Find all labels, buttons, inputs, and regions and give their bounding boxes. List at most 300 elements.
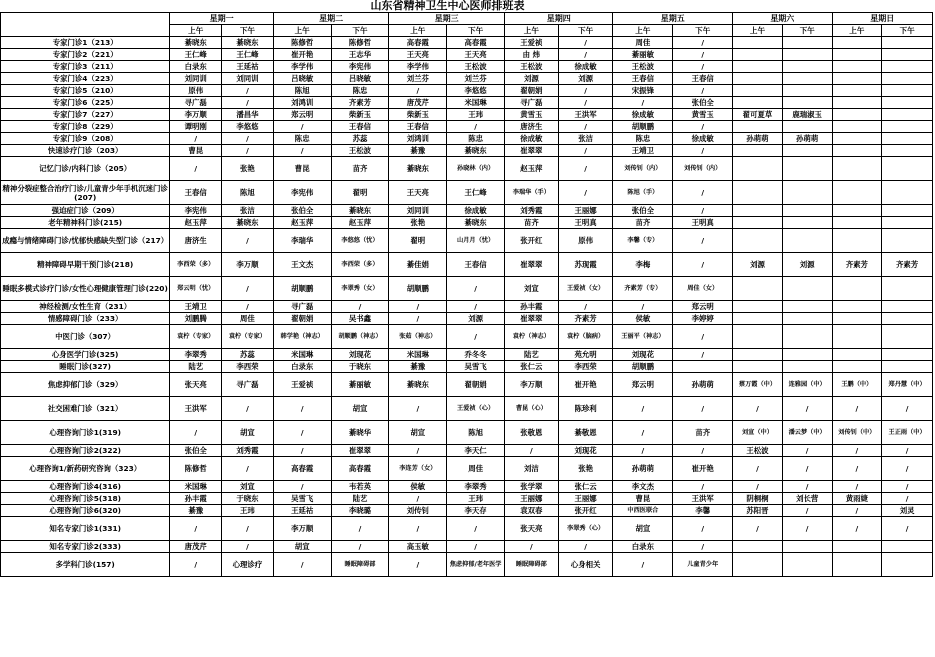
- schedule-cell: 张开红: [504, 229, 558, 253]
- schedule-cell: 郑丹慧（中）: [882, 373, 933, 397]
- schedule-cell: 徐成敏: [504, 133, 558, 145]
- table-row: [1, 277, 933, 301]
- schedule-cell: 王爱祯（心）: [447, 397, 505, 421]
- schedule-cell: /: [389, 301, 447, 313]
- schedule-cell: 郑云明: [673, 301, 733, 313]
- half-day-header: 下午: [331, 25, 389, 37]
- schedule-cell: 齐素芳: [832, 253, 882, 277]
- schedule-cell: 胡顺鹏: [273, 277, 331, 301]
- day-header: 星期日: [832, 13, 933, 25]
- schedule-cell: 齐素芳: [882, 253, 933, 277]
- schedule-cell: [782, 313, 832, 325]
- clinic-name: 快速诊疗门诊（203）: [1, 145, 170, 157]
- table-row: [1, 541, 933, 553]
- schedule-cell: /: [673, 61, 733, 73]
- schedule-cell: 王明真: [558, 217, 613, 229]
- schedule-cell: 张敬恩: [504, 421, 558, 445]
- schedule-cell: /: [389, 313, 447, 325]
- schedule-cell: 赵玉萍: [170, 217, 222, 229]
- clinic-name: 睡眠多模式诊疗门诊/女性心理健康管理门诊(220): [1, 277, 170, 301]
- schedule-cell: 苏阳晋: [733, 505, 783, 517]
- schedule-cell: 张伯全: [613, 205, 673, 217]
- schedule-cell: /: [170, 517, 222, 541]
- schedule-cell: 刘宣（中）: [733, 421, 783, 445]
- schedule-cell: [782, 205, 832, 217]
- schedule-cell: 陆艺: [504, 349, 558, 361]
- schedule-cell: 李瑞华（手）: [504, 181, 558, 205]
- schedule-cell: 吴雪飞: [447, 361, 505, 373]
- schedule-cell: /: [558, 541, 613, 553]
- schedule-cell: 齐素芳: [558, 313, 613, 325]
- half-day-header: 上午: [733, 25, 783, 37]
- schedule-cell: 徐成敏: [673, 133, 733, 145]
- table-row: [1, 397, 933, 421]
- schedule-cell: 綦豫: [389, 361, 447, 373]
- day-header: 星期二: [273, 13, 389, 25]
- schedule-cell: [882, 301, 933, 313]
- schedule-cell: 郑云明: [613, 373, 673, 397]
- schedule-cell: 高春霞: [331, 457, 389, 481]
- schedule-cell: 綦晓东: [222, 217, 274, 229]
- schedule-cell: [882, 97, 933, 109]
- schedule-cell: [782, 181, 832, 205]
- schedule-cell: 王仁峰: [170, 49, 222, 61]
- schedule-cell: 綦晓东: [389, 373, 447, 397]
- schedule-cell: [882, 541, 933, 553]
- table-row: [1, 121, 933, 133]
- schedule-cell: 翟明: [389, 229, 447, 253]
- table-row: [1, 481, 933, 493]
- schedule-cell: 潘昌华: [222, 109, 274, 121]
- schedule-cell: /: [733, 481, 783, 493]
- schedule-cell: 李宪伟: [170, 205, 222, 217]
- schedule-cell: 陈修哲: [331, 37, 389, 49]
- schedule-cell: 陈珍利: [558, 397, 613, 421]
- schedule-cell: 綦晓东: [389, 157, 447, 181]
- schedule-cell: [733, 349, 783, 361]
- schedule-cell: 苗齐: [331, 157, 389, 181]
- schedule-cell: 王天亮: [447, 49, 505, 61]
- schedule-cell: 赵玉萍: [504, 157, 558, 181]
- schedule-cell: /: [613, 301, 673, 313]
- schedule-cell: 儿童青少年: [673, 553, 733, 577]
- schedule-cell: 翟可夏草: [733, 109, 783, 121]
- schedule-cell: 谭明刚: [170, 121, 222, 133]
- schedule-cell: 胡顺鹏（神志）: [331, 325, 389, 349]
- table-row: [1, 49, 933, 61]
- clinic-name: 心理咨询门诊2(322): [1, 445, 170, 457]
- table-row: [1, 505, 933, 517]
- schedule-cell: 王松波: [613, 61, 673, 73]
- schedule-cell: 刘长营: [782, 493, 832, 505]
- schedule-cell: /: [782, 481, 832, 493]
- table-row: [1, 181, 933, 205]
- schedule-cell: 王松波: [504, 61, 558, 73]
- clinic-name: 心理咨询门诊4(316): [1, 481, 170, 493]
- schedule-cell: 綦丽敏: [613, 49, 673, 61]
- schedule-cell: [782, 301, 832, 313]
- schedule-cell: 王鹏（中）: [832, 373, 882, 397]
- half-day-header: 上午: [832, 25, 882, 37]
- schedule-cell: [782, 349, 832, 361]
- schedule-cell: 王仁峰: [447, 181, 505, 205]
- clinic-name: 强迫症门诊（209）: [1, 205, 170, 217]
- schedule-cell: 王丽平（神志）: [613, 325, 673, 349]
- schedule-cell: 张伯全: [170, 445, 222, 457]
- schedule-cell: /: [331, 541, 389, 553]
- schedule-cell: 崔翠翠: [504, 253, 558, 277]
- schedule-cell: /: [832, 445, 882, 457]
- schedule-cell: 崔开艳: [273, 49, 331, 61]
- schedule-cell: 白录东: [613, 541, 673, 553]
- schedule-cell: /: [273, 481, 331, 493]
- half-day-header: 上午: [613, 25, 673, 37]
- schedule-cell: 李文杰: [613, 481, 673, 493]
- schedule-cell: /: [273, 121, 331, 133]
- schedule-cell: 曹昆: [613, 493, 673, 505]
- schedule-cell: /: [882, 445, 933, 457]
- schedule-cell: 鹿瑞淑玉: [782, 109, 832, 121]
- schedule-cell: 刘同训: [389, 205, 447, 217]
- schedule-cell: 王靖卫: [613, 145, 673, 157]
- schedule-cell: /: [673, 205, 733, 217]
- schedule-cell: [733, 61, 783, 73]
- schedule-cell: [882, 85, 933, 97]
- schedule-cell: 柴新玉: [331, 109, 389, 121]
- schedule-cell: 李宪伟: [331, 61, 389, 73]
- schedule-cell: 李馨: [673, 505, 733, 517]
- schedule-cell: 王洪军: [558, 109, 613, 121]
- schedule-cell: 郑云明（忧）: [170, 277, 222, 301]
- schedule-cell: 吕晓敏: [273, 73, 331, 85]
- schedule-cell: [832, 157, 882, 181]
- schedule-cell: 黄雨婕: [832, 493, 882, 505]
- table-row: [1, 553, 933, 577]
- schedule-cell: [882, 49, 933, 61]
- table-row: [1, 145, 933, 157]
- schedule-cell: 曹昆: [273, 157, 331, 181]
- schedule-cell: [832, 541, 882, 553]
- schedule-cell: 胡宣: [331, 397, 389, 421]
- schedule-cell: [782, 49, 832, 61]
- schedule-cell: 苑允明: [558, 349, 613, 361]
- table-row: [1, 421, 933, 445]
- schedule-cell: 王春信: [389, 121, 447, 133]
- schedule-cell: [832, 277, 882, 301]
- schedule-cell: [832, 97, 882, 109]
- clinic-name: 睡眠门诊(327): [1, 361, 170, 373]
- schedule-cell: [733, 217, 783, 229]
- schedule-cell: /: [447, 277, 505, 301]
- schedule-cell: 张茹（神志）: [389, 325, 447, 349]
- schedule-cell: /: [673, 541, 733, 553]
- schedule-cell: 李宪伟: [273, 181, 331, 205]
- schedule-cell: 王明真: [673, 217, 733, 229]
- schedule-cell: /: [882, 457, 933, 481]
- schedule-cell: 陆艺: [331, 493, 389, 505]
- schedule-cell: [782, 73, 832, 85]
- schedule-cell: /: [222, 457, 274, 481]
- schedule-cell: 陈旭: [447, 421, 505, 445]
- clinic-name: 老年精神科门诊(215): [1, 217, 170, 229]
- schedule-cell: 陆艺: [170, 361, 222, 373]
- schedule-cell: 王丽娜: [558, 205, 613, 217]
- schedule-cell: /: [782, 397, 832, 421]
- schedule-cell: /: [331, 301, 389, 313]
- schedule-cell: 李翠秀: [170, 349, 222, 361]
- schedule-cell: [733, 205, 783, 217]
- schedule-cell: 李梅: [613, 253, 673, 277]
- table-row: [1, 229, 933, 253]
- schedule-cell: [832, 181, 882, 205]
- schedule-cell: /: [673, 325, 733, 349]
- clinic-name: 知名专家门诊1(331): [1, 517, 170, 541]
- schedule-cell: /: [170, 421, 222, 445]
- schedule-cell: [882, 361, 933, 373]
- schedule-cell: 王玮: [447, 109, 505, 121]
- schedule-cell: /: [673, 253, 733, 277]
- schedule-cell: /: [222, 229, 274, 253]
- schedule-cell: 米国琳: [389, 349, 447, 361]
- schedule-cell: 綦晓东: [222, 37, 274, 49]
- schedule-cell: 唐茂芹: [170, 541, 222, 553]
- schedule-cell: /: [558, 37, 613, 49]
- schedule-cell: /: [882, 517, 933, 541]
- day-header-row: [1, 13, 933, 25]
- schedule-cell: /: [170, 133, 222, 145]
- schedule-cell: /: [613, 397, 673, 421]
- schedule-cell: 李西荣（多）: [331, 253, 389, 277]
- schedule-cell: 王松波: [331, 145, 389, 157]
- schedule-cell: 王洪军: [673, 493, 733, 505]
- schedule-cell: /: [558, 301, 613, 313]
- schedule-cell: 李万顺: [222, 253, 274, 277]
- schedule-cell: 刘兰芬: [447, 73, 505, 85]
- schedule-cell: /: [558, 121, 613, 133]
- schedule-cell: [882, 37, 933, 49]
- schedule-cell: 焦虑抑郁/老年医学: [447, 553, 505, 577]
- schedule-cell: [733, 301, 783, 313]
- schedule-cell: 袁柠（神志）: [504, 325, 558, 349]
- clinic-name: 社交困难门诊（321）: [1, 397, 170, 421]
- schedule-cell: [832, 229, 882, 253]
- schedule-cell: /: [273, 553, 331, 577]
- schedule-cell: 王春信: [331, 121, 389, 133]
- schedule-cell: 张开红: [558, 505, 613, 517]
- schedule-cell: /: [331, 517, 389, 541]
- clinic-name: 记忆门诊/内科门诊（205）: [1, 157, 170, 181]
- schedule-cell: 韦若英: [331, 481, 389, 493]
- schedule-cell: 张洁: [222, 205, 274, 217]
- schedule-cell: [832, 205, 882, 217]
- schedule-cell: /: [222, 133, 274, 145]
- schedule-cell: 胡宣: [389, 421, 447, 445]
- schedule-cell: 刘源: [504, 73, 558, 85]
- schedule-cell: 赵玉萍: [273, 217, 331, 229]
- schedule-cell: /: [613, 553, 673, 577]
- schedule-cell: /: [447, 301, 505, 313]
- schedule-cell: /: [558, 85, 613, 97]
- schedule-cell: 李悠悠: [222, 121, 274, 133]
- schedule-cell: /: [733, 457, 783, 481]
- schedule-cell: /: [389, 85, 447, 97]
- schedule-cell: [882, 73, 933, 85]
- schedule-cell: 袁柠（专家）: [170, 325, 222, 349]
- schedule-cell: 周佳: [613, 37, 673, 49]
- schedule-cell: 崔翠翠: [504, 313, 558, 325]
- schedule-cell: [733, 145, 783, 157]
- schedule-cell: 陈忠: [331, 85, 389, 97]
- schedule-cell: 黄雪玉: [673, 109, 733, 121]
- schedule-cell: [832, 325, 882, 349]
- schedule-cell: 綦敬恩: [558, 421, 613, 445]
- schedule-cell: 苗齐: [613, 217, 673, 229]
- schedule-cell: 刘源: [782, 253, 832, 277]
- schedule-cell: 王春信: [673, 73, 733, 85]
- table-row: [1, 133, 933, 145]
- schedule-cell: /: [504, 541, 558, 553]
- schedule-cell: 张伯全: [673, 97, 733, 109]
- schedule-cell: 崔开艳: [673, 457, 733, 481]
- schedule-cell: 胡宣: [273, 541, 331, 553]
- schedule-cell: 綦豫: [389, 145, 447, 157]
- schedule-cell: [733, 361, 783, 373]
- schedule-cell: 吴雪飞: [273, 493, 331, 505]
- schedule-cell: 寻广磊: [222, 373, 274, 397]
- schedule-cell: 张艳: [222, 157, 274, 181]
- schedule-cell: [782, 541, 832, 553]
- schedule-cell: 陈忠: [273, 133, 331, 145]
- schedule-cell: 王玮: [447, 493, 505, 505]
- schedule-cell: 米国琳: [447, 97, 505, 109]
- clinic-name: 心理咨询门诊6(320): [1, 505, 170, 517]
- schedule-cell: 崔翠翠: [331, 445, 389, 457]
- schedule-cell: [882, 157, 933, 181]
- schedule-cell: 张艳: [558, 457, 613, 481]
- schedule-cell: /: [882, 493, 933, 505]
- schedule-cell: /: [832, 481, 882, 493]
- schedule-cell: [882, 313, 933, 325]
- schedule-cell: 苏现霞: [558, 253, 613, 277]
- schedule-cell: 王丽娜: [504, 493, 558, 505]
- schedule-cell: 王文杰: [273, 253, 331, 277]
- clinic-name: 专家门诊3（211）: [1, 61, 170, 73]
- table-row: [1, 361, 933, 373]
- schedule-cell: [782, 61, 832, 73]
- schedule-cell: [733, 313, 783, 325]
- schedule-cell: 刘现花: [331, 349, 389, 361]
- schedule-cell: 连雅园（中）: [782, 373, 832, 397]
- schedule-cell: 翟朝娟: [447, 373, 505, 397]
- schedule-cell: 周佳: [222, 313, 274, 325]
- schedule-cell: 心身相关: [558, 553, 613, 577]
- schedule-cell: [782, 85, 832, 97]
- schedule-cell: [733, 229, 783, 253]
- table-row: [1, 97, 933, 109]
- schedule-cell: 山月月（忧）: [447, 229, 505, 253]
- schedule-cell: [782, 217, 832, 229]
- schedule-cell: 王靖卫: [170, 301, 222, 313]
- schedule-cell: 刘宣: [504, 277, 558, 301]
- schedule-cell: /: [273, 145, 331, 157]
- schedule-cell: 寻广磊: [170, 97, 222, 109]
- schedule-cell: 綦晓华: [331, 421, 389, 445]
- schedule-cell: 侯敏: [389, 481, 447, 493]
- schedule-cell: [832, 553, 882, 577]
- schedule-cell: [832, 85, 882, 97]
- schedule-cell: 李晓璐: [331, 505, 389, 517]
- table-row: [1, 205, 933, 217]
- schedule-cell: 王玮: [222, 505, 274, 517]
- schedule-cell: /: [222, 541, 274, 553]
- schedule-cell: 心理诊疗: [222, 553, 274, 577]
- schedule-cell: 李西荣: [222, 361, 274, 373]
- schedule-cell: 孙萌萌: [733, 133, 783, 145]
- schedule-cell: 曹昆: [170, 145, 222, 157]
- schedule-cell: 原伟: [558, 229, 613, 253]
- table-row: [1, 493, 933, 505]
- schedule-cell: 张学翠: [504, 481, 558, 493]
- schedule-cell: 李瑞华: [273, 229, 331, 253]
- schedule-cell: 徐成敏: [558, 61, 613, 73]
- clinic-name: 专家门诊7（227）: [1, 109, 170, 121]
- schedule-cell: 阴桐桐: [733, 493, 783, 505]
- schedule-cell: 王天亮: [389, 49, 447, 61]
- half-day-header: 下午: [882, 25, 933, 37]
- schedule-cell: [673, 361, 733, 373]
- schedule-cell: 吴书鑫: [331, 313, 389, 325]
- schedule-cell: 翟明: [331, 181, 389, 205]
- table-row: [1, 301, 933, 313]
- schedule-cell: [782, 277, 832, 301]
- schedule-cell: 翟朝娟: [504, 85, 558, 97]
- schedule-cell: 綦丽敏: [331, 373, 389, 397]
- schedule-cell: 于晓东: [331, 361, 389, 373]
- schedule-cell: 唐济生: [170, 229, 222, 253]
- schedule-cell: 中西医联合: [613, 505, 673, 517]
- schedule-cell: /: [673, 229, 733, 253]
- schedule-cell: 李婷婷: [673, 313, 733, 325]
- schedule-cell: 陈忠: [447, 133, 505, 145]
- schedule-cell: 王松波: [447, 61, 505, 73]
- schedule-cell: 王延祜: [222, 61, 274, 73]
- table-row: [1, 157, 933, 181]
- schedule-cell: /: [613, 445, 673, 457]
- schedule-cell: /: [832, 457, 882, 481]
- schedule-cell: [882, 553, 933, 577]
- schedule-cell: 高春霞: [447, 37, 505, 49]
- schedule-cell: 白录东: [170, 61, 222, 73]
- schedule-cell: [882, 133, 933, 145]
- schedule-cell: 由 炜: [504, 49, 558, 61]
- clinic-name: 精神分裂症整合治疗门诊/儿童青少年手机沉迷门诊(207): [1, 181, 170, 205]
- schedule-cell: 綦佳娟: [389, 253, 447, 277]
- schedule-cell: /: [447, 121, 505, 133]
- schedule-cell: [733, 277, 783, 301]
- schedule-cell: 刘鸿训: [389, 133, 447, 145]
- schedule-cell: [733, 157, 783, 181]
- schedule-cell: 王仁峰: [222, 49, 274, 61]
- schedule-cell: 米国琳: [170, 481, 222, 493]
- table-row: [1, 61, 933, 73]
- schedule-cell: [782, 145, 832, 157]
- schedule-cell: 李悠悠: [447, 85, 505, 97]
- schedule-cell: 刘宣: [222, 481, 274, 493]
- schedule-cell: /: [782, 517, 832, 541]
- schedule-cell: 翟朝娟: [273, 313, 331, 325]
- schedule-cell: [832, 73, 882, 85]
- schedule-cell: [782, 325, 832, 349]
